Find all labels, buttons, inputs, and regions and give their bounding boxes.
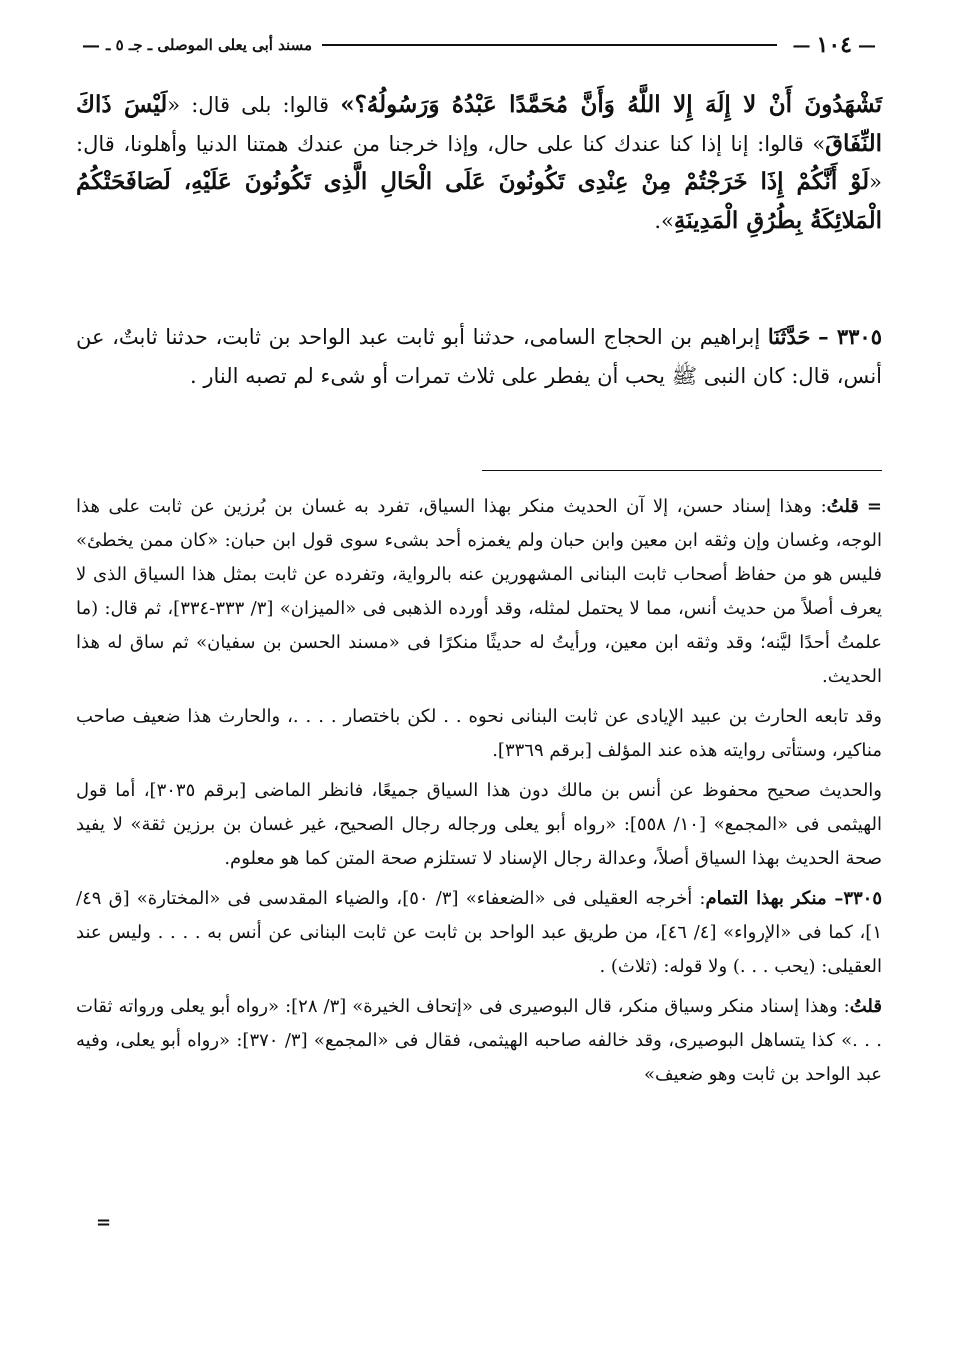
header-dash-left: — [82,34,100,56]
header-dash-mid: — [792,34,811,56]
footnote-paragraph [76,774,882,876]
page-header [76,26,882,64]
narration-text: » قالوا: إنا إذا كنا عندك كنا على حال، وإذا خرجنا من عندك همتنا الدنيا وأهلونا، قال: « [76,131,882,194]
running-title: مسند أبى يعلى الموصلى ـ جـ ٥ ـ [106,36,312,54]
hadith-text: لَيْسَ ذَاكَ النِّفَاقَ [76,91,882,157]
paragraph-hadith-continuation [76,86,882,240]
hadith-text: تَشْهَدُونَ أَنْ لا إِلَهَ إِلا اللَّهُ وَأَنَّ مُحَمَّدًا عَبْدُهُ وَرَسُولُهُ؟» [340,91,883,118]
footnote-paragraph [76,700,882,768]
footnote-paragraph [76,882,882,984]
hadith-text: لَوْ أَنَّكُمْ إِذَا خَرَجْتُمْ مِنْ عِنْدِى تَكُونُونَ عَلَى الْحَالِ الَّذِى تَكُونُونَ عَلَيْهِ، لَصَافَحَتْكُمُ الْمَلائِكَةُ بِطُرُقِ الْمَدِينَةِ [76,168,882,234]
page-number: ١٠٤ [816,32,852,58]
narration-text: قالوا: بلى قال: « [167,93,341,117]
footnote-text: : أخرجه العقيلى فى «الضعفاء» [٣/ ٥٠]، والضياء المقدسى فى «المختارة» [ق ٤٩/ ١]، كما فى «الإرواء» [٤/ ٤٦]، من طريق عبد الواحد بن ثابت عن ثابت البنانى عن أنس به . . . . وليس عند العقيلى: (يحب . . .) ولا قوله: (ثلاث) . [76,888,882,977]
continuation-mark-end: = [96,1212,112,1233]
hadith-number: ٣٣٠٥ – [818,324,882,349]
footnotes [76,490,882,1092]
header-rule [322,44,777,46]
footnote-paragraph [76,990,882,1092]
footnote-text: : وهذا إسناد حسن، إلا آن الحديث منكر بهذا السياق، تفرد به غسان بن بُرزين عن ثابت على هذا الوجه، وغسان وإن وثقه ابن معين وابن حبان ولم يغمزه أحد بشىء سوى قول ابن حبان: «كان ممن يخطئ» فليس هو من حفاظ أصحاب ثابت البنانى المشهورين عنه بالرواية، وتفرده عن ثابت بمثل هذا السياق الذى لا يعرف أصلاً من حديث أنس، مما لا يحتمل لمثله، وقد أورده الذهبى فى «الميزان» [٣/ ٣٣٣-٣٣٤]، ثم قال: (ما علمتُ أحدًا ليَّنه؛ وقد وثقه ابن معين، ورأيتُ له حديثًا منكرًا فى «مسند الحسن بن سفيان» ثم ساق له هذا الحديث. [76,496,882,687]
footnote-lead: قلتُ [826,496,859,517]
narration-text: ». [654,208,674,233]
footnote-text: والحديث صحيح محفوظ عن أنس بن مالك دون هذا السياق جميعًا، فانظر الماضى [برقم ٣٠٣٥]، أما قول الهيثمى فى «المجمع» [١٠/ ٥٥٨]: «رواه أبو يعلى ورجاله رجال الصحيح، غير غسان بن برزين ثقة» لا يفيد صحة الحديث بهذا السياق أصلاً، وعدالة رجال الإسناد لا تستلزم صحة المتن كما هو معلوم. [76,780,882,869]
paragraph-hadith-3305 [76,318,882,395]
continuation-mark: = [866,496,882,517]
footnote-lead: قلتُ [849,996,882,1017]
main-text [76,86,882,240]
hadith-opening-word: حَدَّثَنَا [767,324,811,349]
footnote-separator [482,470,882,471]
footnote-paragraph [76,490,882,694]
footnote-text: : وهذا إسناد منكر وسياق منكر، قال البوصيرى فى «إتحاف الخيرة» [٣/ ٢٨]: «رواه أبو يعلى ورواته ثقات . . .» كذا يتساهل البوصيرى، وقد خالفه صاحبه الهيثمى، فقال فى «المجمع» [٣/ ٣٧٠]: «رواه أبو يعلى، وفيه عبد الواحد بن ثابت وهو ضعيف» [76,996,882,1085]
footnote-text: وقد تابعه الحارث بن عبيد الإيادى عن ثابت البنانى نحوه . . لكن باختصار . . . .، والحارث هذا ضعيف صاحب مناكير، وستأتى روايته هذه عند المؤلف [برقم ٣٣٦٩]. [76,706,882,761]
header-dash-right: — [858,34,876,56]
hadith-3305 [76,318,882,395]
footnote-lead: ٣٣٠٥– منكر بهذا التمام [705,888,882,909]
hadith-body: إبراهيم بن الحجاج السامى، حدثنا أبو ثابت عبد الواحد بن ثابت، حدثنا ثابتٌ، عن أنس، قال: كان النبى ﷺ يحب أن يفطر على ثلاث تمرات أو شىء لم تصبه النار . [76,325,882,388]
